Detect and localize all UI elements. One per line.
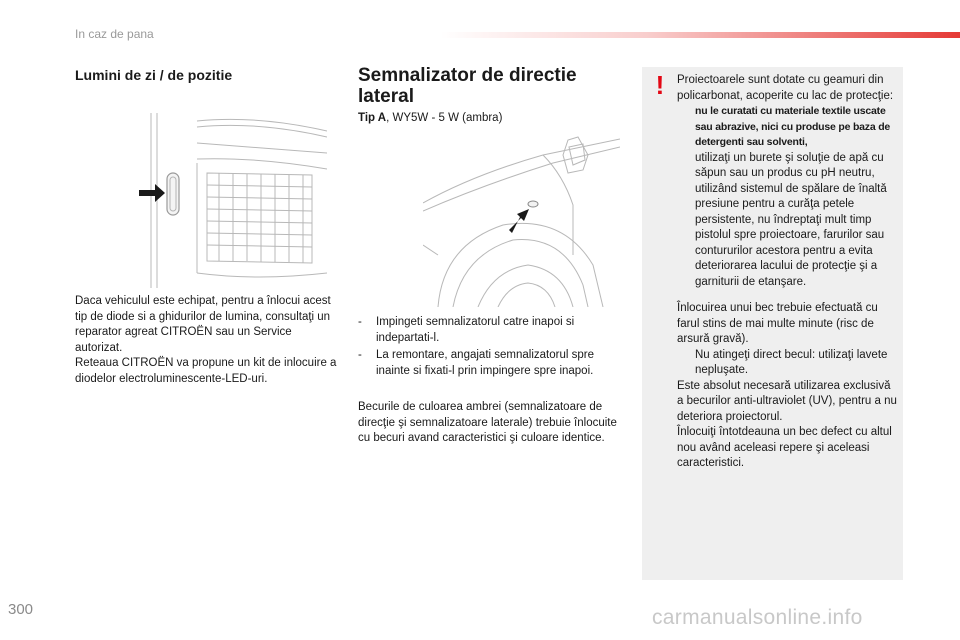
bulb-type-label: Tip A bbox=[358, 112, 387, 124]
warning-panel-text bbox=[677, 73, 899, 472]
replace-bullet bbox=[677, 348, 899, 379]
uv-bulb-text: Este absolut necesară utilizarea exclusivă a becurilor anti-ultraviolet (UV), pentru a nu deteriora proiectorul. bbox=[677, 379, 897, 423]
step-marker: - bbox=[358, 316, 362, 328]
replace-bullet-text: Nu atingeţi direct becul: utilizaţi lavete nepluşate. bbox=[695, 348, 888, 376]
daytime-lights-heading: Lumini de zi / de pozitie bbox=[75, 67, 233, 83]
daytime-lights-paragraph-2: Reteaua CITROËN va propune un kit de inlocuire a diodelor electroluminescente-LED-uri. bbox=[75, 357, 337, 385]
removal-step bbox=[358, 315, 620, 346]
bulb-type bbox=[358, 112, 502, 124]
removal-step bbox=[358, 348, 620, 379]
cleaning-bullet-text: utilizaţi un burete şi soluţie de apă cu săpun sau un produs cu pH neutru, bbox=[695, 151, 884, 179]
cleaning-bullet bbox=[677, 182, 899, 291]
page-number: 300 bbox=[8, 601, 34, 618]
amber-bulb-note: Becurile de culoarea ambrei (semnalizatoare de direcţie şi semnalizatoare laterale) trebuie înlocuite cu becuri avand caracteristici şi culoare identice. bbox=[358, 401, 617, 444]
replace-final-text: Înlocuiţi întotdeauna un bec defect cu altul nou având aceleasi repere şi aceleasi caracteristici. bbox=[677, 426, 892, 469]
header-accent-bar bbox=[440, 32, 960, 38]
daytime-lights-text bbox=[75, 294, 340, 387]
section-title: In caz de pana bbox=[75, 27, 154, 41]
front-bumper-drl-illustration bbox=[137, 113, 327, 288]
side-indicator-heading: Semnalizator de directie lateral bbox=[358, 65, 577, 107]
removal-steps bbox=[358, 315, 620, 381]
warning-icon: ! bbox=[655, 70, 665, 100]
replace-intro: Înlocuirea unui bec trebuie efectuată cu farul stins de mai multe minute (risc de arsură gravă). bbox=[677, 302, 878, 345]
step-text: La remontare, angajati semnalizatorul spre inainte si fixati-l prin impingere spre inapoi. bbox=[376, 349, 594, 377]
step-text: Impingeti semnalizatorul catre inapoi si indepartati-l. bbox=[376, 316, 575, 344]
daytime-lights-paragraph: Daca vehiculul este echipat, pentru a înlocui acest tip de diode si a ghidurilor de lumina, consultaţi un reparator agreat CITROËN sau un Service autorizat. bbox=[75, 295, 331, 354]
front-wing-indicator-illustration bbox=[423, 135, 620, 307]
bulb-type-value: , WY5W - 5 W (ambra) bbox=[386, 112, 503, 124]
cleaning-warning-text: nu le curatati cu materiale textile uscate sau abrazive, nici cu produse pe baza de detergenti sau solventi, bbox=[695, 105, 891, 148]
cleaning-bullet bbox=[677, 151, 899, 182]
cleaning-bullet bbox=[677, 104, 899, 151]
cleaning-bullet-text: utilizând sistemul de spălare de înaltă presiune pentru a curăţa petele persistente, nu îndreptaţi mult timp pistolul spre proiectoare, farurilor sau contururilor acestora pentru a evita deteriorarea lacului de protecţie şi a garniturii de etanşare. bbox=[695, 182, 887, 288]
watermark-url: carmanualsonline.info bbox=[652, 606, 863, 629]
polycarbonate-intro: Proiectoarele sunt dotate cu geamuri din policarbonat, acoperite cu lac de protecţie: bbox=[677, 74, 894, 102]
step-marker: - bbox=[358, 349, 362, 361]
